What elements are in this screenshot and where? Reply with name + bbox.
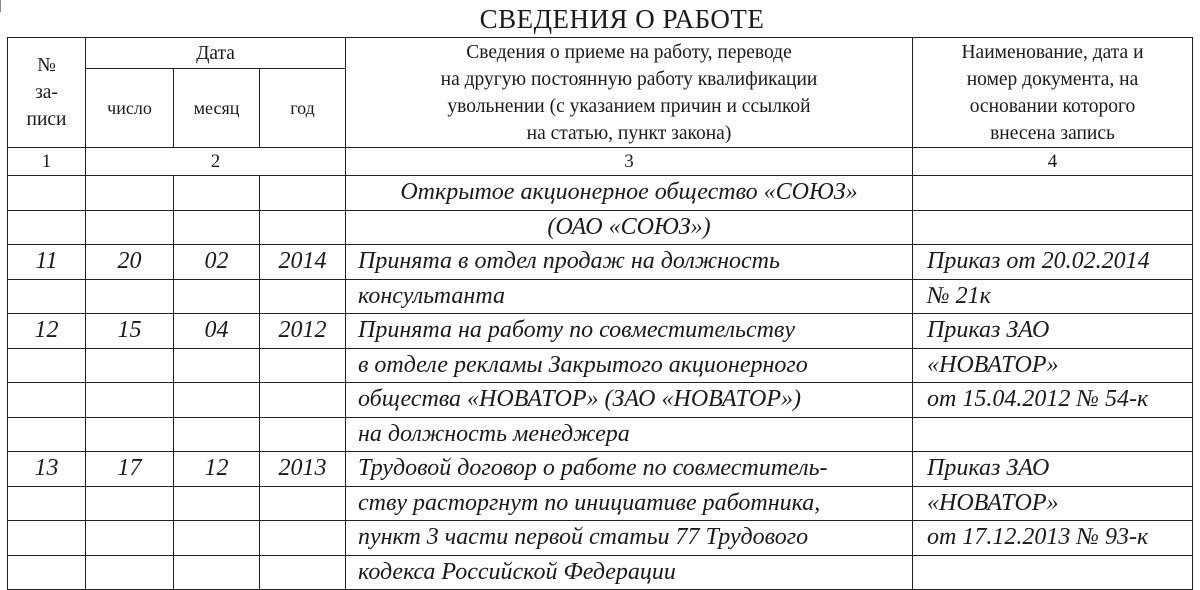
record-document-line: Приказ от 20.02.2014 [913, 245, 1193, 280]
record-document-line [913, 417, 1193, 452]
header-day: число [86, 69, 174, 148]
record-year: 2012 [260, 314, 346, 349]
record-document-line: от 15.04.2012 № 54-к [913, 383, 1193, 418]
table-row [8, 383, 1193, 418]
column-number-1: 1 [8, 148, 86, 176]
table-row [8, 417, 1193, 452]
page-title: СВЕДЕНИЯ О РАБОТЕ [479, 4, 765, 34]
record-year: 2013 [260, 452, 346, 487]
record-text-line: Трудовой договор о работе по совместитель- [346, 452, 913, 487]
record-month: 12 [174, 452, 260, 487]
header-document: Наименование, дата и номер документа, на основании которого внесена запись [913, 38, 1193, 148]
header-year: год [260, 69, 346, 148]
record-document-line: Приказ ЗАО [913, 452, 1193, 487]
record-number: 13 [8, 452, 86, 487]
table-row [8, 486, 1193, 521]
table-row [8, 245, 1193, 280]
header-date: Дата [86, 38, 346, 69]
record-document-line: «НОВАТОР» [913, 486, 1193, 521]
column-number-3: 3 [346, 148, 913, 176]
record-month: 04 [174, 314, 260, 349]
record-text-line: общества «НОВАТОР» (ЗАО «НОВАТОР») [346, 383, 913, 418]
record-document-line: «НОВАТОР» [913, 348, 1193, 383]
record-number: 12 [8, 314, 86, 349]
organization-name: Открытое акционерное общество «СОЮЗ» [346, 176, 913, 211]
record-day: 17 [86, 452, 174, 487]
record-document-line [913, 555, 1193, 590]
employment-records-table [7, 37, 1193, 590]
header-record-number: № за- писи [8, 38, 86, 148]
table-row [8, 521, 1193, 556]
record-text-line: кодекса Российской Федерации [346, 555, 913, 590]
table-row [8, 348, 1193, 383]
record-document-line: № 21к [913, 279, 1193, 314]
organization-short-name: (ОАО «СОЮЗ») [346, 210, 913, 245]
record-document-line: от 17.12.2013 № 93-к [913, 521, 1193, 556]
record-text-line: в отделе рекламы Закрытого акционерного [346, 348, 913, 383]
record-year: 2014 [260, 245, 346, 280]
table-row [8, 314, 1193, 349]
record-text-line: пункт 3 части первой статьи 77 Трудового [346, 521, 913, 556]
record-text-line: Принята на работу по совместительству [346, 314, 913, 349]
record-text-line: на должность менеджера [346, 417, 913, 452]
table-row [8, 279, 1193, 314]
record-text-line: консультанта [346, 279, 913, 314]
header-work-info: Сведения о приеме на работу, переводе на другую постоянную работу квалификации увольнении (с указанием причин и ссылкой на статью, пункт закона) [346, 38, 913, 148]
table-row [8, 176, 1193, 211]
column-number-4: 4 [913, 148, 1193, 176]
column-number-2: 2 [86, 148, 346, 176]
record-number: 11 [8, 245, 86, 280]
record-text-line: Принята в отдел продаж на должность [346, 245, 913, 280]
record-month: 02 [174, 245, 260, 280]
record-document-line: Приказ ЗАО [913, 314, 1193, 349]
record-day: 20 [86, 245, 174, 280]
record-day: 15 [86, 314, 174, 349]
table-row [8, 555, 1193, 590]
table-row [8, 452, 1193, 487]
header-month: месяц [174, 69, 260, 148]
record-text-line: ству расторгнут по инициативе работника, [346, 486, 913, 521]
table-row [8, 210, 1193, 245]
